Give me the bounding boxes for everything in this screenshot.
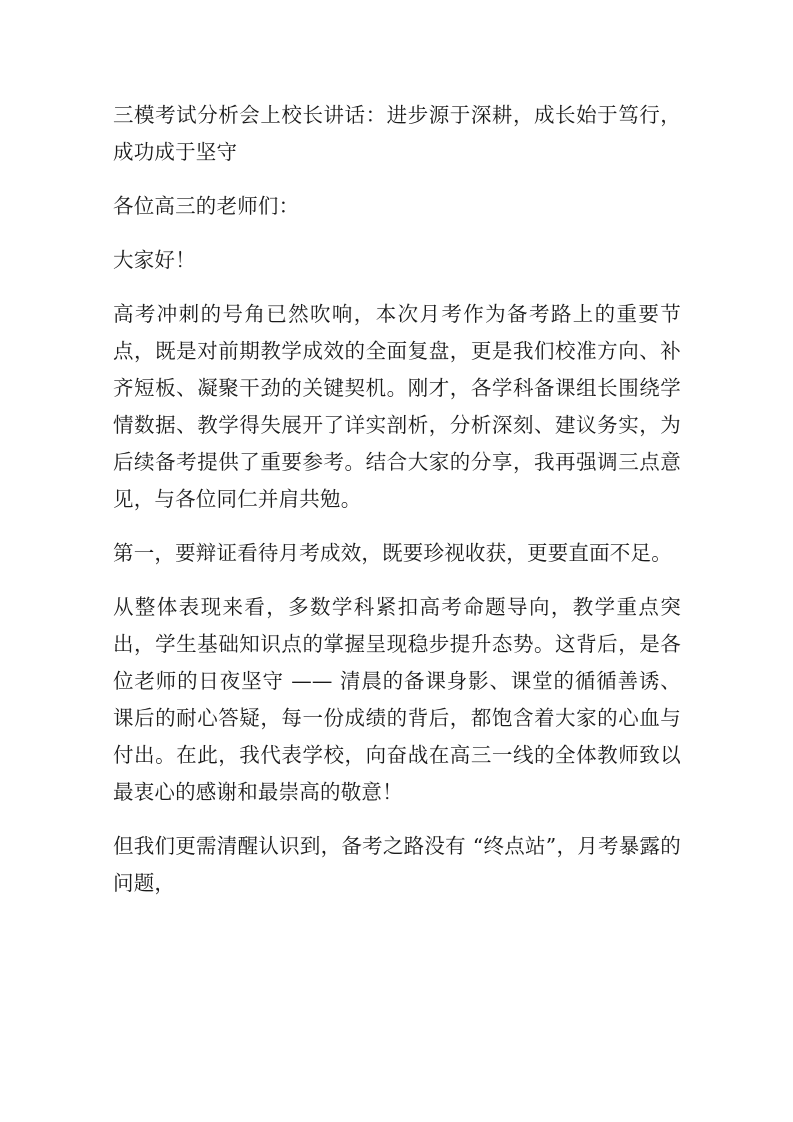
- point-one-heading: 第一，要辩证看待月考成效，既要珍视收获，更要直面不足。: [113, 541, 672, 565]
- salutation-line: 各位高三的老师们：: [113, 194, 300, 218]
- greeting-line: 大家好！: [113, 248, 196, 272]
- document-title: 三模考试分析会上校长讲话：进步源于深耕，成长始于笃行，成功成于坚守: [113, 103, 681, 164]
- point-one-body-paragraph: 从整体表现来看，多数学科紧扣高考命题导向，教学重点突出，学生基础知识点的掌握呈现稳步提升态势。这背后，是各位老师的日夜坚守 —— 清晨的备课身影、课堂的循循善诱、课后的耐心答疑，每一份成绩的背后，都饱含着大家的心血与付出。在此，我代表学校，向奋战在高三一线的全体教师致以最衷心的感谢和最崇高的敬意！: [113, 595, 681, 804]
- document-text-column: [113, 97, 681, 902]
- intro-paragraph: 高考冲刺的号角已然吹响，本次月考作为备考路上的重要节点，既是对前期教学成效的全面复盘，更是我们校准方向、补齐短板、凝聚干劲的关键契机。刚才，各学科备课组长围绕学情数据、教学得失展开了详实剖析，分析深刻、建议务实，为后续备考提供了重要参考。结合大家的分享，我再强调三点意见，与各位同仁并肩共勉。: [113, 302, 681, 511]
- point-one-continued-paragraph: 但我们更需清醒认识到，备考之路没有 “终点站”，月考暴露的问题，: [113, 834, 681, 895]
